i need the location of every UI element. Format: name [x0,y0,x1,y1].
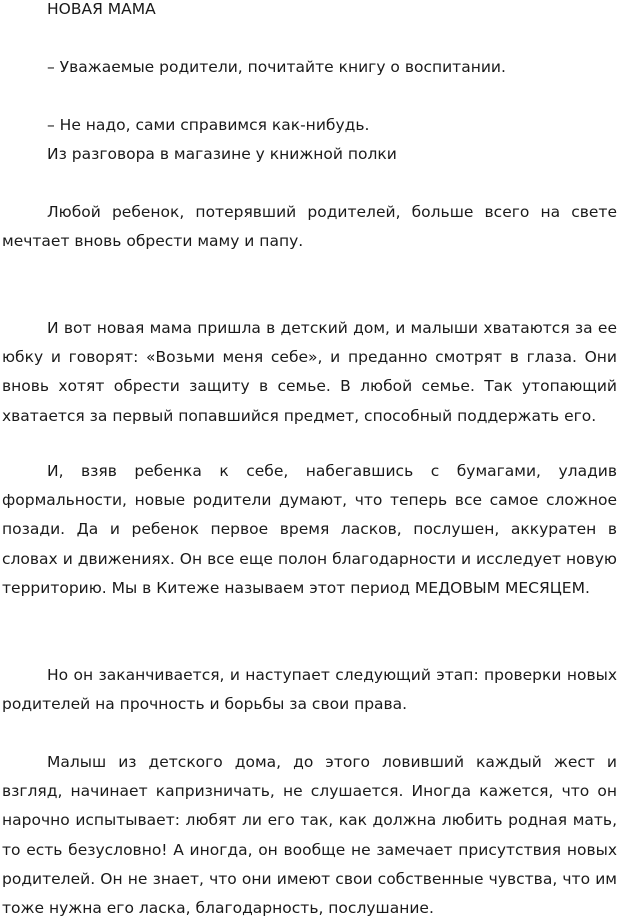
paragraph-2: И вот новая мама пришла в детский дом, и малыши хватаются за ее юбку и говорят: «Возьми меня себе», и преданно смотрят в глаза. Они вновь хотят обрести защиту в семье. В любой семье. Так утопающий хватается за первый попавшийся предмет, способный поддержать его. [2,319,617,425]
epigraph-line-1: – Уважаемые родители, почитайте книгу о воспитании. [47,58,506,76]
epigraph-source: Из разговора в магазине у книжной полки [47,145,397,163]
chapter-title: НОВАЯ МАМА [47,0,156,18]
epigraph-line-2: – Не надо, сами справимся как-нибудь. [47,116,370,134]
paragraph-3: И, взяв ребенка к себе, набегавшись с бумагами, уладив формальности, новые родители думают, что теперь все самое сложное позади. Да и ребенок первое время ласков, послушен, аккуратен в словах и движениях. Он все еще полон благодарности и исследует новую территорию. Мы в Китеже называем этот период МЕДОВЫМ МЕСЯЦЕМ. [2,462,617,597]
paragraph-4: Но он заканчивается, и наступает следующий этап: проверки новых родителей на прочность и борьбы за свои права. [2,666,617,714]
paragraph-1: Любой ребенок, потерявший родителей, больше всего на свете мечтает вновь обрести маму и папу. [2,203,617,251]
paragraph-5: Малыш из детского дома, до этого ловивший каждый жест и взгляд, начинает капризничать, не слушается. Иногда кажется, что он нарочно испытывает: любят ли его так, как должна любить родная мать, то есть безусловно! А иногда, он вообще не замечает присутствия новых родителей. Он не знает, что они имеют свои собственные чувства, что им тоже нужна его ласка, благодарность, послушание. [2,753,617,918]
